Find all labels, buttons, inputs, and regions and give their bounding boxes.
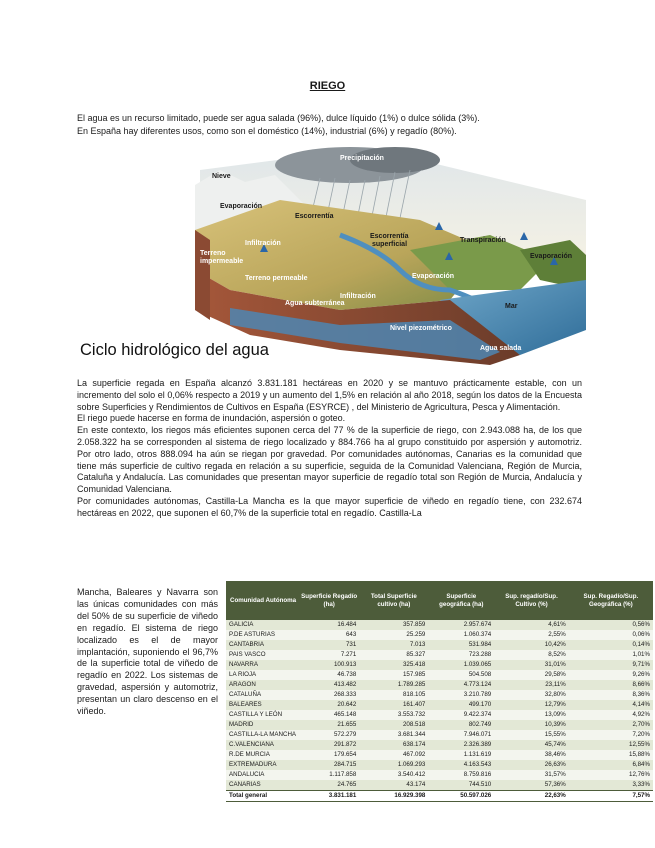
label-nieve: Nieve [212,173,231,180]
table-cell-value: 16.484 [299,620,359,630]
table-cell-value: 465.148 [299,710,359,720]
label-escorrentia-superficial: Escorrentía [370,233,409,240]
col-header: Sup. Regadío/Sup. Geográfica (%) [569,581,653,620]
table-cell-value: 4,14% [569,700,653,710]
table-cell-value: 325.418 [359,660,428,670]
table-row [226,630,653,640]
intro-text [77,112,587,137]
table-cell-value: 7.013 [359,640,428,650]
table-cell-name: CANARIAS [226,780,299,791]
table-cell-value: 1.117.858 [299,770,359,780]
label-escorrentia: Escorrentía [295,213,334,220]
table-cell-value: 15,55% [494,730,569,740]
table-cell-value: 3.553.732 [359,710,428,720]
table-cell-value: 268.333 [299,690,359,700]
label-infiltracion: Infiltración [245,240,281,247]
table-cell-value: 13,09% [494,710,569,720]
water-cycle-diagram [190,140,586,365]
table-row [226,700,653,710]
table-row [226,670,653,680]
table-row [226,730,653,740]
table-cell-value: 6,84% [569,760,653,770]
table-cell-name: MADRID [226,720,299,730]
table-cell-name: Total general [226,791,299,802]
table-cell-value: 16.929.398 [359,791,428,802]
table-cell-value: 7.271 [299,650,359,660]
table-cell-value: 723.288 [428,650,494,660]
table-cell-name: BALEARES [226,700,299,710]
intro-line: En España hay diferentes usos, como son el doméstico (14%), industrial (6%) y regadío (80%). [77,125,457,136]
table-cell-name: C.VALENCIANA [226,740,299,750]
table-cell-name: ARAGON [226,680,299,690]
table-cell-value: 57,36% [494,780,569,791]
table-cell-name: CANTABRIA [226,640,299,650]
table-cell-value: 25.259 [359,630,428,640]
side-paragraph: Mancha, Baleares y Navarra son las únicas comunidades con más del 50% de su superficie de viñedo en regadío. El sistema de riego localizado es el de mayor implantación, suponiendo el 96,7% de la superficie total de viñedo de regadío en 2022. Los sistemas de gravedad, aspersión y automotriz, presentan un claro descenso en el viñedo. [77,587,218,717]
table-cell-value: 8,36% [569,690,653,700]
col-header: Superficie Regadío (ha) [299,581,359,620]
label-nivel-piezometrico: Nivel piezométrico [390,325,452,332]
col-header: Total Superficie cultivo (ha) [359,581,428,620]
label-escorrentia-superficial-2: superficial [372,241,408,248]
table-cell-value: 731 [299,640,359,650]
table-cell-value: 45,74% [494,740,569,750]
table-cell-value: 8.759.816 [428,770,494,780]
table-cell-value: 157.985 [359,670,428,680]
table-cell-name: NAVARRA [226,660,299,670]
table-cell-value: 15,88% [569,750,653,760]
table-cell-value: 4,61% [494,620,569,630]
table-cell-value: 413.482 [299,680,359,690]
label-terreno-impermeable-2: impermeable [200,258,244,265]
table-cell-value: 3.831.181 [299,791,359,802]
table-header-row [226,581,653,620]
table-cell-value: 284.715 [299,760,359,770]
table-cell-value: 818.105 [359,690,428,700]
table-row [226,660,653,670]
table-body [226,620,653,802]
table-cell-value: 291.872 [299,740,359,750]
table-cell-value: 7,20% [569,730,653,740]
table-cell-value: 179.654 [299,750,359,760]
table-cell-value: 572.279 [299,730,359,740]
table-cell-value: 2.326.389 [428,740,494,750]
irrigation-table [226,581,653,802]
table-cell-value: 499.170 [428,700,494,710]
table-cell-value: 9,26% [569,670,653,680]
table-cell-value: 32,80% [494,690,569,700]
table-cell-value: 3.210.789 [428,690,494,700]
label-agua-salada: Agua salada [480,345,522,352]
table-total-row [226,791,653,802]
paragraph: La superficie regada en España alcanzó 3.831.181 hectáreas en 2020 y se mantuvo prácticamente estable, con un incremento del solo el 0,06% respecto a 2019 y un aumento del 1,5% en relación al año 2018, según los datos de la Encuesta sobre Superficies y Rendimientos de Cultivos en España (ESYRCE) , del Ministerio de Agricultura, Pesca y Alimentación. [77,378,582,412]
table-cell-value: 20.642 [299,700,359,710]
paragraph: En este contexto, los riegos más eficientes suponen cerca del 77 % de la superficie de riego, con 2.943.088 ha, de los que 2.058.322 ha se corresponden al sistema de riego localizado y 884.766 ha al grupo constituido por aspersión y automotriz. Por otro lado, otros 888.094 ha aún se riegan por gravedad. Por comunidades autónomas, Canarias es la comunidad que tiene más superficie de cultivo regada en relación a su superficie, seguida de la Comunidad Valenciana, Región de Murcia, Cataluña y Andalucía. Las comunidades que presentan mayor superficie de regadío total son Región de Murcia, Andalucía y Comunidad Valenciana. [77,425,582,495]
table-cell-value: 1.131.619 [428,750,494,760]
table-cell-value: 7,57% [569,791,653,802]
table-row [226,650,653,660]
label-mar: Mar [505,303,518,310]
table-row [226,690,653,700]
water-cycle-illustration [190,140,586,365]
table-row [226,750,653,760]
body-text [77,378,582,520]
table-cell-name: EXTREMADURA [226,760,299,770]
table-cell-value: 1.789.285 [359,680,428,690]
intro-line: El agua es un recurso limitado, puede ser agua salada (96%), dulce líquido (1%) o dulce sólida (3%). [77,113,480,123]
table-cell-value: 8,52% [494,650,569,660]
table-row [226,740,653,750]
table-cell-value: 638.174 [359,740,428,750]
page-title: RIEGO [309,80,346,92]
label-evaporacion: Evaporación [220,203,263,210]
table-cell-value: 744.510 [428,780,494,791]
table-row [226,760,653,770]
table-cell-value: 0,56% [569,620,653,630]
table-cell-value: 531.984 [428,640,494,650]
table-cell-value: 9,71% [569,660,653,670]
table-cell-value: 208.518 [359,720,428,730]
col-header: Comunidad Autónoma [226,581,299,620]
table-cell-value: 1.039.065 [428,660,494,670]
table-cell-name: CASTILLA-LA MANCHA [226,730,299,740]
table-cell-name: CASTILLA Y LEÓN [226,710,299,720]
label-evaporacion-3: Evaporación [530,253,573,260]
table-cell-value: 43.174 [359,780,428,791]
table-cell-value: 10,39% [494,720,569,730]
table-cell-name: R.DE MURCIA [226,750,299,760]
table-cell-value: 85.327 [359,650,428,660]
table-cell-value: 29,58% [494,670,569,680]
table-cell-value: 22,63% [494,791,569,802]
diagram-caption: Ciclo hidrológico del agua [80,341,269,359]
table-cell-name: P.DE ASTURIAS [226,630,299,640]
table-cell-value: 1.069.293 [359,760,428,770]
table-cell-value: 12,76% [569,770,653,780]
paragraph: El riego puede hacerse en forma de inundación, aspersión o goteo. [77,413,346,424]
table-cell-value: 38,46% [494,750,569,760]
table-cell-value: 21.655 [299,720,359,730]
table-cell-value: 100.913 [299,660,359,670]
table-cell-value: 12,79% [494,700,569,710]
table-cell-value: 10,42% [494,640,569,650]
table-cell-value: 23,11% [494,680,569,690]
table-cell-value: 1.060.374 [428,630,494,640]
label-precipitacion: Precipitación [340,155,384,162]
table-cell-value: 24.765 [299,780,359,791]
table-cell-value: 4,92% [569,710,653,720]
table-cell-value: 3.540.412 [359,770,428,780]
table-cell-value: 50.597.026 [428,791,494,802]
table-cell-value: 8,66% [569,680,653,690]
table-cell-name: LA RIOJA [226,670,299,680]
table-cell-value: 2.957.674 [428,620,494,630]
table-row [226,780,653,791]
label-evaporacion-2: Evaporación [412,273,455,280]
label-terreno-impermeable: Terreno [200,250,226,257]
table-cell-value: 2,70% [569,720,653,730]
table-row [226,680,653,690]
table-cell-value: 31,57% [494,770,569,780]
table-cell-name: ANDALUCIA [226,770,299,780]
table-row [226,620,653,630]
table-cell-name: PAIS VASCO [226,650,299,660]
table-row [226,770,653,780]
label-infiltracion-2: Infiltración [340,293,376,300]
col-header: Sup. regadío/Sup. Cultivo (%) [494,581,569,620]
table-cell-value: 0,06% [569,630,653,640]
col-header: Superficie geográfica (ha) [428,581,494,620]
table-cell-value: 0,14% [569,640,653,650]
table-cell-name: GALICIA [226,620,299,630]
table-cell-value: 4.163.543 [428,760,494,770]
table-cell-value: 12,55% [569,740,653,750]
table-cell-value: 46.738 [299,670,359,680]
table-row [226,640,653,650]
table-cell-value: 3,33% [569,780,653,791]
label-terreno-permeable: Terreno permeable [245,275,308,282]
table-row [226,720,653,730]
table-cell-value: 161.407 [359,700,428,710]
table-cell-value: 9.422.374 [428,710,494,720]
table-cell-value: 357.859 [359,620,428,630]
table-cell-value: 643 [299,630,359,640]
table-cell-value: 31,01% [494,660,569,670]
label-agua-subterranea: Agua subterránea [285,300,345,307]
table-cell-value: 1,01% [569,650,653,660]
table-cell-value: 7.946.071 [428,730,494,740]
table-cell-value: 3.681.344 [359,730,428,740]
paragraph: Por comunidades autónomas, Castilla-La Mancha es la que mayor superficie de viñedo en regadío tiene, con 232.674 hectáreas en 2022, que suponen el 60,7% de la superficie total en regadío. Castilla-La [77,495,582,518]
table-cell-value: 504.508 [428,670,494,680]
table-cell-value: 2,55% [494,630,569,640]
table-cell-value: 26,63% [494,760,569,770]
table-cell-value: 467.092 [359,750,428,760]
table-cell-name: CATALUÑA [226,690,299,700]
table-cell-value: 4.773.124 [428,680,494,690]
label-transpiracion: Transpiración [460,237,506,244]
table-cell-value: 802.749 [428,720,494,730]
table-row [226,710,653,720]
